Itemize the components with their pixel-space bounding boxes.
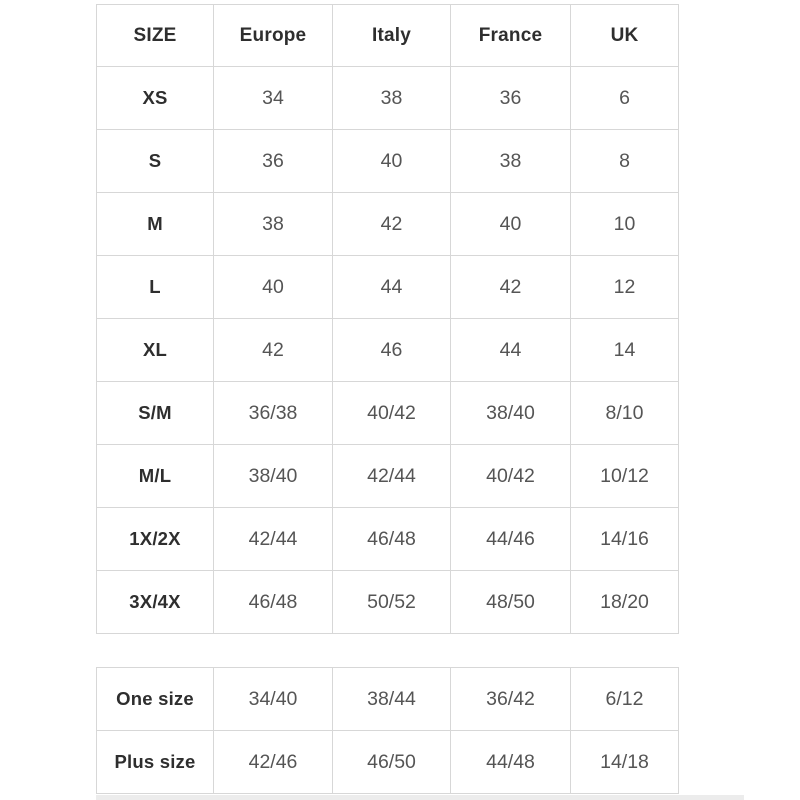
value-cell-italy: 40: [333, 130, 451, 193]
table-row: [97, 668, 679, 731]
value-cell-uk: 14: [571, 319, 679, 382]
value-cell-france: 44: [451, 319, 571, 382]
column-header-size: SIZE: [97, 5, 214, 67]
value-cell-france: 40/42: [451, 445, 571, 508]
size-label-cell: 1X/2X: [97, 508, 214, 571]
value-cell-italy: 50/52: [333, 571, 451, 634]
value-cell-france: 44/46: [451, 508, 571, 571]
size-label-cell: 3X/4X: [97, 571, 214, 634]
size-label-cell: M/L: [97, 445, 214, 508]
value-cell-europe: 36: [214, 130, 333, 193]
table-row: [97, 445, 679, 508]
column-header-france: France: [451, 5, 571, 67]
value-cell-europe: 34/40: [214, 668, 333, 731]
value-cell-france: 42: [451, 256, 571, 319]
value-cell-europe: 42: [214, 319, 333, 382]
value-cell-italy: 44: [333, 256, 451, 319]
value-cell-uk: 18/20: [571, 571, 679, 634]
column-header-italy: Italy: [333, 5, 451, 67]
value-cell-europe: 40: [214, 256, 333, 319]
value-cell-italy: 46/48: [333, 508, 451, 571]
table-row: [97, 130, 679, 193]
size-tables-container: [96, 4, 678, 794]
value-cell-europe: 46/48: [214, 571, 333, 634]
value-cell-france: 36: [451, 67, 571, 130]
value-cell-europe: 34: [214, 67, 333, 130]
size-conversion-table: [96, 4, 679, 634]
table-header-row: [97, 5, 679, 67]
table-row: [97, 193, 679, 256]
value-cell-uk: 10: [571, 193, 679, 256]
value-cell-italy: 42/44: [333, 445, 451, 508]
table-row: [97, 731, 679, 794]
value-cell-italy: 40/42: [333, 382, 451, 445]
value-cell-france: 40: [451, 193, 571, 256]
value-cell-uk: 12: [571, 256, 679, 319]
table-row: [97, 256, 679, 319]
value-cell-uk: 14/18: [571, 731, 679, 794]
column-header-europe: Europe: [214, 5, 333, 67]
size-label-cell: M: [97, 193, 214, 256]
value-cell-europe: 42/44: [214, 508, 333, 571]
value-cell-italy: 38/44: [333, 668, 451, 731]
size-label-cell: S/M: [97, 382, 214, 445]
size-label-cell: S: [97, 130, 214, 193]
size-label-cell: L: [97, 256, 214, 319]
size-label-cell: XS: [97, 67, 214, 130]
value-cell-europe: 36/38: [214, 382, 333, 445]
value-cell-uk: 6/12: [571, 668, 679, 731]
value-cell-france: 38/40: [451, 382, 571, 445]
size-label-cell: Plus size: [97, 731, 214, 794]
value-cell-europe: 38/40: [214, 445, 333, 508]
value-cell-france: 38: [451, 130, 571, 193]
special-sizes-table: [96, 667, 679, 794]
table-row: [97, 382, 679, 445]
column-header-uk: UK: [571, 5, 679, 67]
table-row: [97, 571, 679, 634]
value-cell-france: 48/50: [451, 571, 571, 634]
table-row: [97, 508, 679, 571]
next-element-top-sliver: [96, 795, 744, 800]
table-row: [97, 319, 679, 382]
value-cell-europe: 42/46: [214, 731, 333, 794]
value-cell-italy: 38: [333, 67, 451, 130]
value-cell-italy: 46/50: [333, 731, 451, 794]
value-cell-france: 44/48: [451, 731, 571, 794]
size-label-cell: One size: [97, 668, 214, 731]
size-label-cell: XL: [97, 319, 214, 382]
table-row: [97, 67, 679, 130]
value-cell-uk: 10/12: [571, 445, 679, 508]
value-cell-europe: 38: [214, 193, 333, 256]
value-cell-italy: 46: [333, 319, 451, 382]
value-cell-uk: 6: [571, 67, 679, 130]
value-cell-uk: 14/16: [571, 508, 679, 571]
value-cell-italy: 42: [333, 193, 451, 256]
value-cell-uk: 8: [571, 130, 679, 193]
value-cell-uk: 8/10: [571, 382, 679, 445]
value-cell-france: 36/42: [451, 668, 571, 731]
